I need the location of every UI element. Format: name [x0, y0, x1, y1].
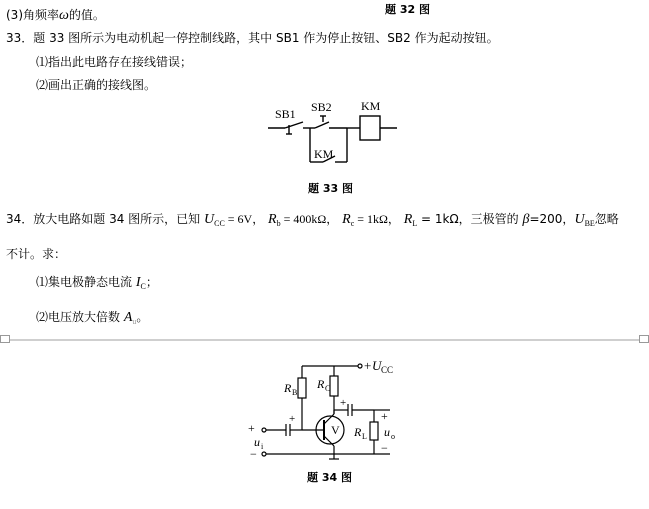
q32-item-3-text: (3)角频率 [6, 8, 59, 22]
rc-value: = 1kΩ， [354, 212, 400, 226]
fig33-km-coil-label: KM [361, 99, 381, 113]
q33-sub2: ⑵画出正确的接线图。 [36, 78, 157, 92]
q33-sub1: ⑴指出此电路存在接线错误； [36, 55, 193, 69]
rb-symbol: R [268, 212, 277, 227]
ic-subscript: C [140, 282, 146, 291]
q34-sub2-text: ⑵电压放大倍数 [36, 310, 124, 324]
fig33-sb1-contact [285, 122, 303, 128]
q34-sub1-tail: ； [145, 275, 158, 289]
fig32-caption: 题 32 图 [385, 3, 430, 16]
ucc-value: = 6V， [224, 212, 265, 226]
q34-sub1-text: ⑴集电极静态电流 [36, 275, 136, 289]
ube-symbol: U [574, 212, 585, 227]
ucc-subscript: CC [214, 219, 225, 228]
rl-value: = 1kΩ，三极管的 [417, 212, 523, 226]
fig34-rc-sub: C [325, 384, 331, 393]
fig34-rl-resistor [370, 422, 378, 440]
q34-sub1 [36, 275, 158, 294]
fig34-uo-u: u [384, 425, 390, 439]
fig34-c1-polarity: + [289, 413, 296, 425]
fig34-input-minus: − [250, 447, 257, 461]
q34-sub2-tail: 。 [136, 310, 149, 324]
q34-stem-cont: 不计。求： [6, 247, 67, 261]
fig34-vcc-terminal [358, 364, 362, 368]
ucc-symbol: U [203, 212, 215, 227]
page-separator [0, 339, 649, 341]
rl-subscript: L [412, 219, 418, 228]
fig34-c2-polarity: + [340, 397, 347, 409]
fig34-rc-resistor [330, 376, 338, 396]
beta-symbol: β [522, 212, 530, 227]
fig34-vcc-u: U [372, 358, 382, 373]
rc-subscript: c [350, 219, 355, 228]
fig34-ui-sub: i [261, 442, 264, 451]
au-subscript: u [132, 317, 137, 326]
q32-item-3 [6, 8, 105, 23]
fig33-caption: 题 33 图 [308, 182, 353, 195]
fig34-rb-sub: B [292, 388, 298, 397]
rb-value: = 400kΩ， [280, 212, 339, 226]
beta-value: =200， [529, 212, 575, 226]
fig34-input-plus: + [248, 421, 255, 435]
fig34-output-plus: + [381, 409, 388, 423]
rb-subscript: b [276, 219, 281, 228]
ube-subscript: BE [584, 219, 595, 228]
fig34-transistor-label: V [331, 423, 340, 437]
fig34-vcc-sub: CC [381, 365, 394, 375]
fig34-circuit [240, 356, 410, 466]
ic-symbol: I [135, 275, 141, 290]
ube-value: 忽略 [594, 212, 619, 226]
fig34-rl-sub: L [362, 432, 367, 441]
fig34-uo-sub: o [391, 432, 395, 441]
fig34-ui-u: u [254, 435, 260, 449]
rc-symbol: R [342, 212, 351, 227]
fig34-vcc-plus: + [364, 358, 372, 373]
omega-symbol: ω [59, 8, 69, 23]
fig34-rc-r: R [317, 377, 325, 391]
fig33-sb2-label: SB2 [311, 100, 332, 114]
fig34-caption: 题 34 图 [307, 471, 352, 484]
q34-sub2 [36, 310, 148, 329]
rl-symbol: R [403, 212, 413, 227]
fig34-input-terminal-bottom [262, 452, 266, 456]
q34-stem [6, 212, 619, 231]
page-break-marker-right [639, 335, 649, 343]
fig33-km-coil [360, 116, 380, 140]
q32-item-3-tail: 的值。 [68, 8, 105, 22]
fig33-sb1-label: SB1 [275, 107, 296, 121]
q33-stem: 33．题 33 图所示为电动机起一停控制线路，其中 SB1 作为停止按钮、SB2 作为起动按钮。 [6, 31, 499, 45]
fig34-rl-r: R [354, 425, 362, 439]
fig34-rb-resistor [298, 378, 306, 398]
fig33-km-contact-label: KM [314, 147, 334, 161]
fig33-circuit [265, 96, 400, 168]
fig33-sb2-contact [315, 122, 329, 128]
fig34-rb-r: R [284, 381, 292, 395]
fig34-input-terminal-top [262, 428, 266, 432]
fig34-output-minus: − [381, 441, 388, 455]
page-break-marker-left [0, 335, 10, 343]
au-symbol: A [123, 310, 133, 325]
q34-stem-pre: 34．放大电路如题 34 图所示，已知 [6, 212, 204, 226]
